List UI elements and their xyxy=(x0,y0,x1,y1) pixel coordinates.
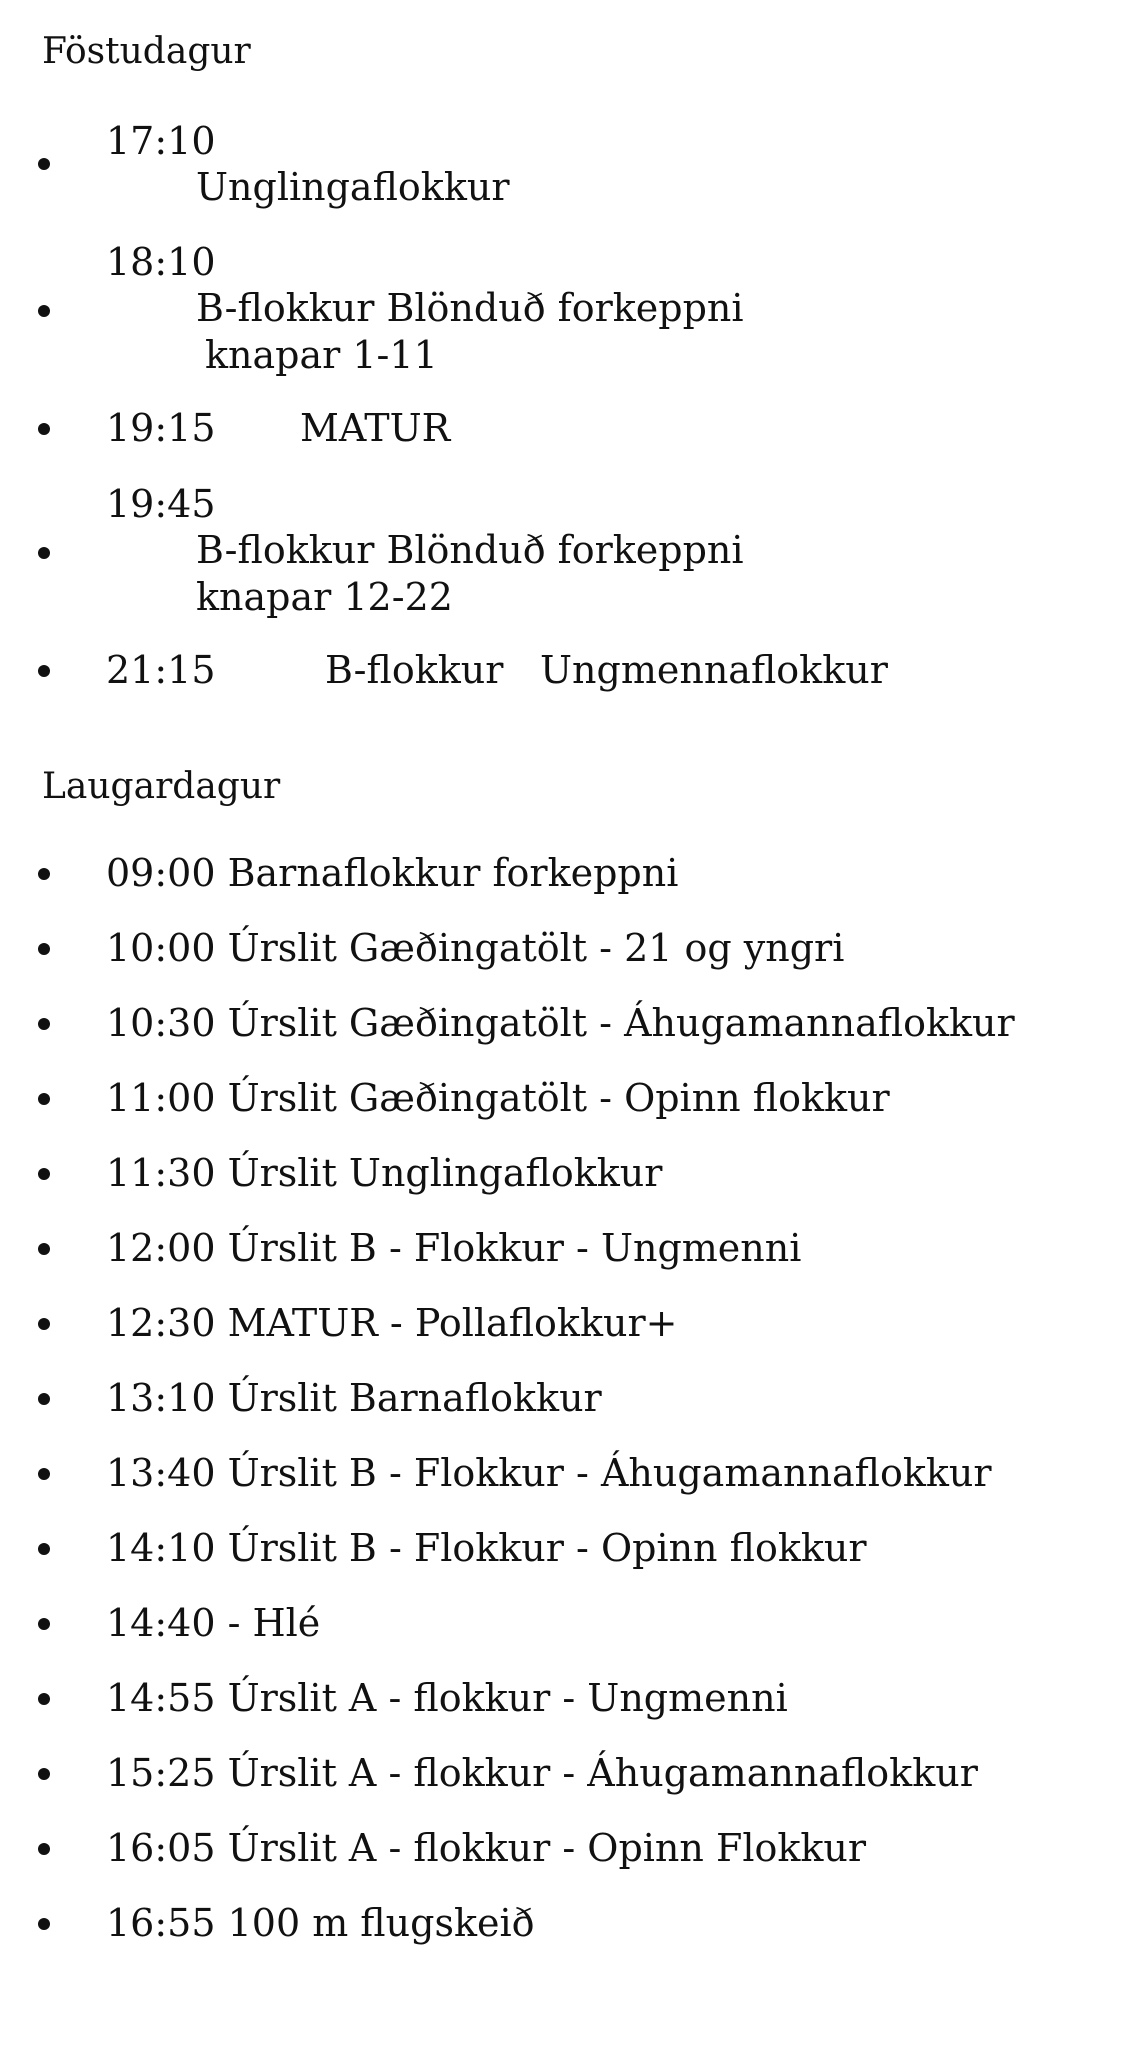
bullet-icon xyxy=(38,547,50,559)
item-text: 15:25 Úrslit A - flokkur - Áhugamannaflokkur xyxy=(106,1751,978,1795)
list-item xyxy=(0,481,1144,621)
item-text: 14:40 - Hlé xyxy=(106,1601,321,1645)
item-text-line2: knapar 1-11 xyxy=(205,333,438,377)
bullet-icon xyxy=(38,1393,50,1405)
item-text: 14:10 Úrslit B - Flokkur - Opinn flokkur xyxy=(106,1526,867,1570)
list-item xyxy=(0,1675,1144,1725)
list-item xyxy=(0,1375,1144,1425)
item-time: 19:15 xyxy=(106,406,216,450)
item-text: B-flokkur Blönduð forkeppni xyxy=(196,286,744,330)
list-item xyxy=(0,1000,1144,1050)
bullet-icon xyxy=(38,868,50,880)
bullet-icon xyxy=(38,1693,50,1705)
item-text: 11:00 Úrslit Gæðingatölt - Opinn flokkur xyxy=(106,1076,890,1120)
bullet-icon xyxy=(38,1618,50,1630)
item-text-secondary: Ungmennaflokkur xyxy=(540,648,888,692)
bullet-icon xyxy=(38,1543,50,1555)
list-item xyxy=(0,1900,1144,1950)
item-text: 16:55 100 m flugskeið xyxy=(106,1901,535,1945)
list-item xyxy=(0,405,1144,455)
bullet-icon xyxy=(38,943,50,955)
list-item xyxy=(0,1300,1144,1350)
list-item xyxy=(0,850,1144,900)
item-time: 18:10 xyxy=(106,240,216,284)
bullet-icon xyxy=(38,1168,50,1180)
item-time: 19:45 xyxy=(106,482,216,526)
item-text: 12:00 Úrslit B - Flokkur - Ungmenni xyxy=(106,1226,802,1270)
list-item xyxy=(0,1600,1144,1650)
list-item xyxy=(0,118,1144,218)
list-item xyxy=(0,239,1144,379)
item-text-line2: knapar 12-22 xyxy=(196,575,453,619)
bullet-icon xyxy=(38,1918,50,1930)
bullet-icon xyxy=(38,423,50,435)
bullet-icon xyxy=(38,305,50,317)
item-time: 17:10 xyxy=(106,119,216,163)
bullet-icon xyxy=(38,1018,50,1030)
list-item xyxy=(0,1525,1144,1575)
friday-heading: Föstudagur xyxy=(42,31,251,72)
saturday-heading: Laugardagur xyxy=(42,766,281,807)
item-text: B-flokkur Blönduð forkeppni xyxy=(196,528,744,572)
list-item xyxy=(0,1225,1144,1275)
item-text: MATUR xyxy=(300,406,451,450)
item-text: 10:00 Úrslit Gæðingatölt - 21 og yngri xyxy=(106,926,845,970)
item-text: 09:00 Barnaflokkur forkeppni xyxy=(106,851,679,895)
item-text: 12:30 MATUR - Pollaflokkur+ xyxy=(106,1301,678,1345)
bullet-icon xyxy=(38,1243,50,1255)
list-item xyxy=(0,1150,1144,1200)
item-text: 10:30 Úrslit Gæðingatölt - Áhugamannaflokkur xyxy=(106,1001,1015,1045)
list-item xyxy=(0,1450,1144,1500)
item-text: Unglingaflokkur xyxy=(196,165,510,209)
list-item xyxy=(0,1750,1144,1800)
item-text: 13:40 Úrslit B - Flokkur - Áhugamannaflokkur xyxy=(106,1451,992,1495)
item-text: 16:05 Úrslit A - flokkur - Opinn Flokkur xyxy=(106,1826,867,1870)
item-text: B-flokkur xyxy=(325,648,504,692)
item-text: 11:30 Úrslit Unglingaflokkur xyxy=(106,1151,663,1195)
list-item xyxy=(0,1825,1144,1875)
bullet-icon xyxy=(38,1468,50,1480)
bullet-icon xyxy=(38,665,50,677)
item-text: 13:10 Úrslit Barnaflokkur xyxy=(106,1376,602,1420)
bullet-icon xyxy=(38,158,50,170)
list-item xyxy=(0,1075,1144,1125)
bullet-icon xyxy=(38,1093,50,1105)
list-item xyxy=(0,925,1144,975)
bullet-icon xyxy=(38,1843,50,1855)
bullet-icon xyxy=(38,1318,50,1330)
list-item xyxy=(0,647,1144,697)
item-time: 21:15 xyxy=(106,648,216,692)
bullet-icon xyxy=(38,1768,50,1780)
item-text: 14:55 Úrslit A - flokkur - Ungmenni xyxy=(106,1676,788,1720)
